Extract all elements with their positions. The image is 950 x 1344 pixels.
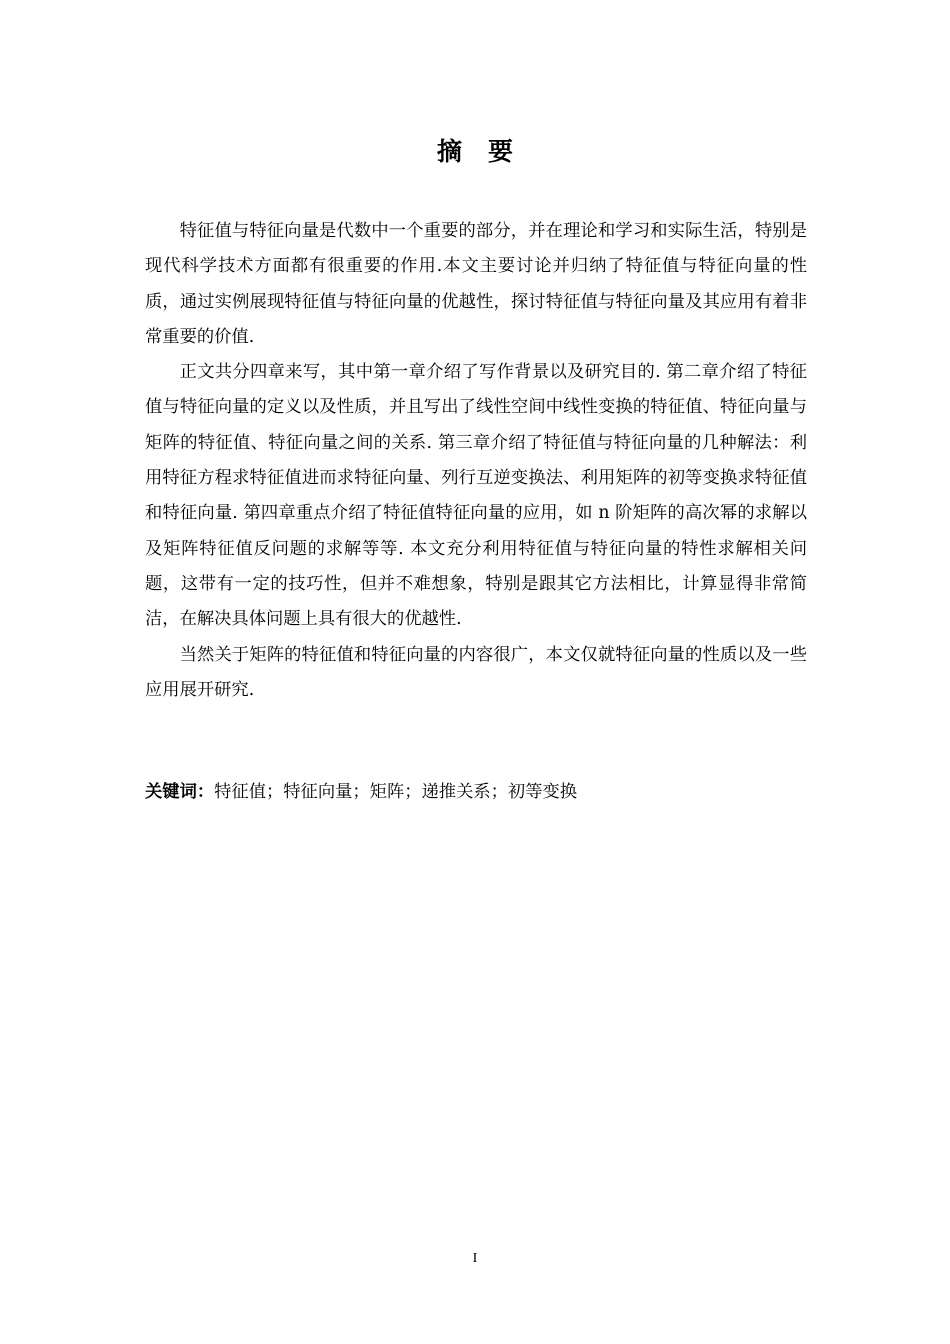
keywords-line	[145, 775, 807, 810]
abstract-paragraph-1: 特征值与特征向量是代数中一个重要的部分，并在理论和学习和实际生活，特别是现代科学技术方面都有很重要的作用.本文主要讨论并归纳了特征值与特征向量的性质，通过实例展现特征值与特征向量的优越性，探讨特征值与特征向量及其应用有着非常重要的价值.	[145, 221, 807, 347]
abstract-paragraph-3: 当然关于矩阵的特征值和特征向量的内容很广，本文仅就特征向量的性质以及一些应用展开研究.	[145, 644, 807, 700]
page-title	[0, 134, 950, 170]
title-char-right: 要	[488, 137, 514, 166]
title-char-left: 摘	[436, 137, 462, 166]
keywords-text: 特征值；特征向量；矩阵；递推关系；初等变换	[214, 782, 578, 802]
keywords-label: 关键词：	[145, 782, 215, 802]
abstract-paragraph-2: 正文共分四章来写，其中第一章介绍了写作背景以及研究目的. 第二章介绍了特征值与特征向量的定义以及性质，并且写出了线性空间中线性变换的特征值、特征向量与矩阵的特征值、特征向量之间的关系. 第三章介绍了特征值与特征向量的几种解法：利用特征方程求特征值进而求特征向量、列行互逆变换法、利用矩阵的初等变换求特征值和特征向量. 第四章重点介绍了特征值特征向量的应用，如 n 阶矩阵的高次幂的求解以及矩阵特征值反问题的求解等等. 本文充分利用特征值与特征向量的特性求解相关问题，这带有一定的技巧性，但并不难想象，特别是跟其它方法相比，计算显得非常简洁，在解决具体问题上具有很大的优越性.	[145, 362, 807, 630]
abstract-body	[145, 214, 807, 708]
page-number: I	[472, 1251, 478, 1266]
